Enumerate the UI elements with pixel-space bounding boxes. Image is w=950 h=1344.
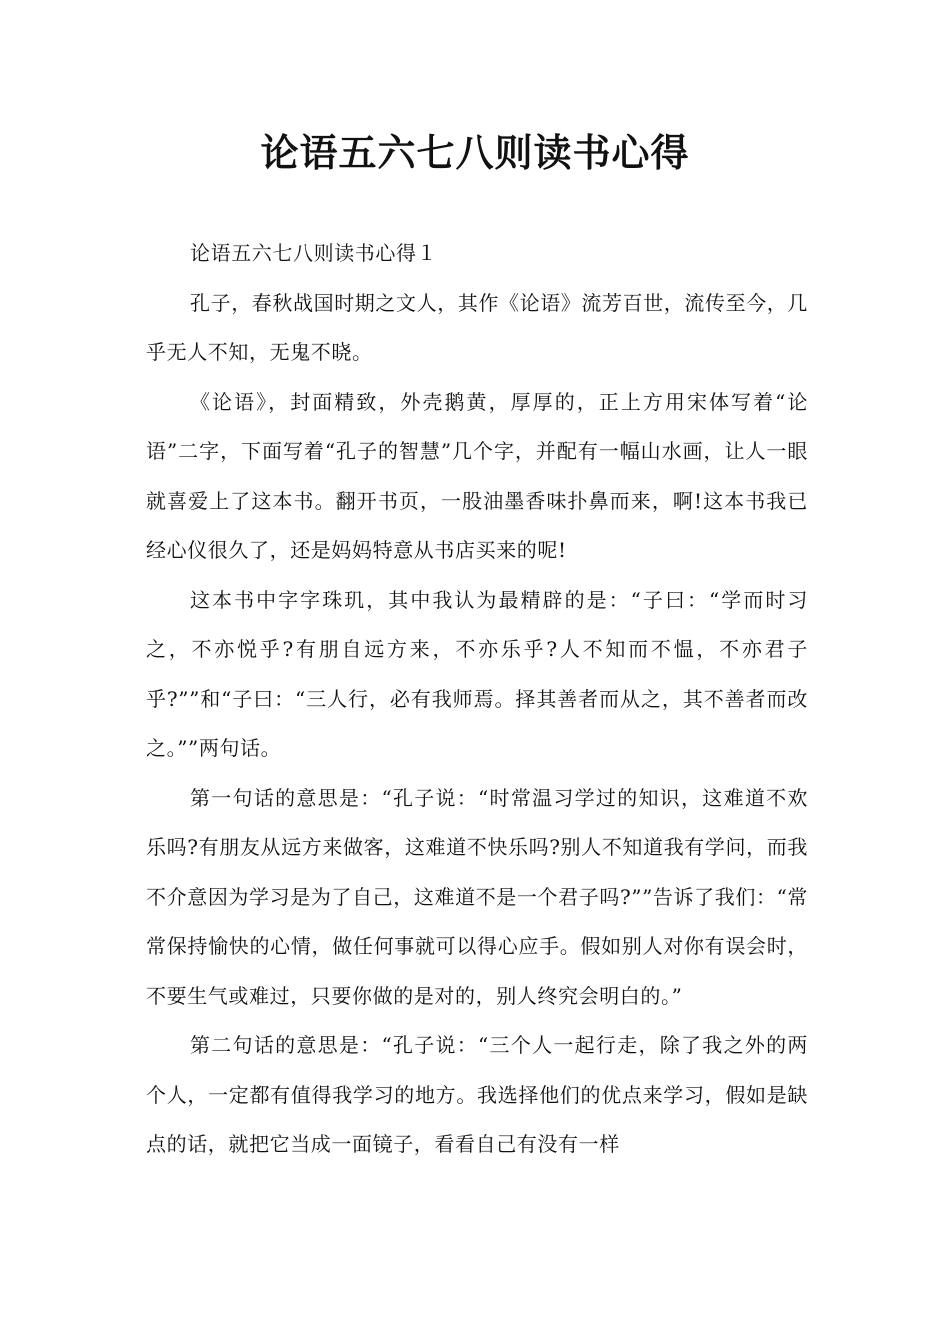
paragraph: 第一句话的意思是：“孔子说：“时常温习学过的知识，这难道不欢乐吗?有朋友从远方来做客，这难道不快乐吗?别人不知道我有学问，而我不介意因为学习是为了自己，这难道不是一个君子吗?””告诉了我们：“常常保持愉快的心情，做任何事就可以得心应手。假如别人对你有误会时，不要生气或难过，只要你做的是对的，别人终究会明白的。” [146, 785, 808, 1008]
document-body [146, 229, 808, 1170]
document-title: 论语五六七八则读书心得 [260, 131, 690, 175]
paragraph: 第二句话的意思是：“孔子说：“三个人一起行走，除了我之外的两个人，一定都有值得我学习的地方。我选择他们的优点来学习，假如是缺点的话，就把它当成一面镜子，看看自己有没有一样 [146, 1033, 808, 1156]
paragraph: 这本书中字字珠玑，其中我认为最精辟的是：“子曰：“学而时习之，不亦悦乎?有朋自远方来，不亦乐乎?人不知而不愠，不亦君子乎?””和“子曰：“三人行，必有我师焉。择其善者而从之，其不善者而改之。””两句话。 [146, 587, 808, 760]
paragraph: 《论语》，封面精致，外壳鹅黄，厚厚的，正上方用宋体写着“论语”二字，下面写着“孔子的智慧”几个字，并配有一幅山水画，让人一眼就喜爱上了这本书。翻开书页，一股油墨香味扑鼻而来，啊!这本书我已经心仪很久了，还是妈妈特意从书店买来的呢! [146, 389, 808, 562]
section-heading: 论语五六七八则读书心得１ [190, 241, 438, 265]
paragraph: 孔子，春秋战国时期之文人，其作《论语》流芳百世，流传至今，几乎无人不知，无鬼不晓。 [146, 290, 808, 364]
